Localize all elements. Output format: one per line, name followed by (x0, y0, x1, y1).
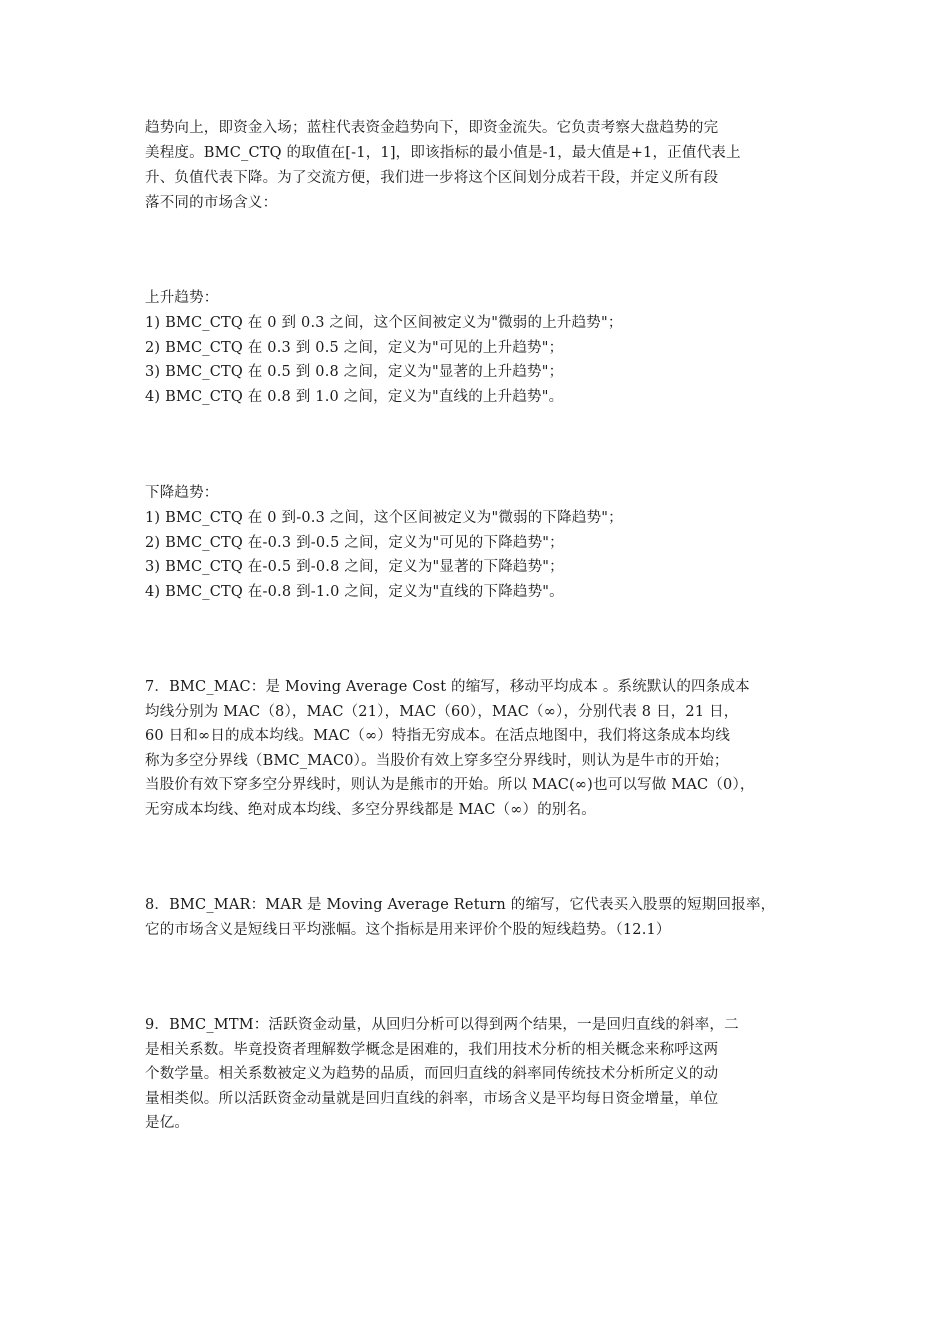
downtrend-item: 4) BMC_CTQ 在-0.8 到-1.0 之间，定义为"直线的下降趋势"。 (145, 584, 564, 600)
mar-line: 它的市场含义是短线日平均涨幅。这个指标是用来评价个股的短线趋势。（12.1） (145, 922, 671, 938)
mtm-line: 是相关系数。毕竟投资者理解数学概念是困难的，我们用技术分析的相关概念来称呼这两 (145, 1042, 719, 1058)
uptrend-item: 4) BMC_CTQ 在 0.8 到 1.0 之间，定义为"直线的上升趋势"。 (145, 389, 564, 405)
mtm-line: 9．BMC_MTM：活跃资金动量，从回归分析可以得到两个结果，一是回归直线的斜率，二 (145, 1017, 739, 1033)
intro-line: 趋势向上，即资金入场；蓝柱代表资金趋势向下，即资金流失。它负责考察大盘趋势的完 (145, 120, 719, 136)
uptrend-item: 2) BMC_CTQ 在 0.3 到 0.5 之间，定义为"可见的上升趋势"； (145, 340, 564, 356)
uptrend-item: 1) BMC_CTQ 在 0 到 0.3 之间，这个区间被定义为"微弱的上升趋势"； (145, 315, 623, 331)
mtm-line: 是亿。 (145, 1115, 190, 1131)
mar-line: 8．BMC_MAR：MAR 是 Moving Average Return 的缩写，它代表买入股票的短期回报率， (145, 897, 776, 913)
mac-line: 无穷成本均线、绝对成本均线、多空分界线都是 MAC（∞）的别名。 (145, 802, 596, 818)
mac-line: 7．BMC_MAC：是 Moving Average Cost 的缩写，移动平均成本 。系统默认的四条成本 (145, 679, 750, 695)
mtm-line: 量相类似。所以活跃资金动量就是回归直线的斜率，市场含义是平均每日资金增量，单位 (145, 1091, 719, 1107)
mtm-line: 个数学量。相关系数被定义为趋势的品质，而回归直线的斜率同传统技术分析所定义的动 (145, 1066, 719, 1082)
mac-line: 均线分别为 MAC（8），MAC（21），MAC（60），MAC（∞），分别代表 8 日，21 日， (145, 704, 739, 720)
uptrend-item: 3) BMC_CTQ 在 0.5 到 0.8 之间，定义为"显著的上升趋势"； (145, 364, 564, 380)
uptrend-heading: 上升趋势： (145, 290, 219, 306)
mac-line: 当股价有效下穿多空分界线时，则认为是熊市的开始。所以 MAC(∞)也可以写做 MAC（0）， (145, 777, 755, 793)
downtrend-item: 3) BMC_CTQ 在-0.5 到-0.8 之间，定义为"显著的下降趋势"； (145, 559, 564, 575)
downtrend-item: 2) BMC_CTQ 在-0.3 到-0.5 之间，定义为"可见的下降趋势"； (145, 535, 564, 551)
mac-line: 称为多空分界线（BMC_MAC0）。当股价有效上穿多空分界线时，则认为是牛市的开始； (145, 753, 729, 769)
downtrend-heading: 下降趋势： (145, 485, 219, 501)
intro-line: 美程度。BMC_CTQ 的取值在[-1，1]，即该指标的最小值是-1，最大值是+1，正值代表上 (145, 145, 741, 161)
downtrend-item: 1) BMC_CTQ 在 0 到-0.3 之间，这个区间被定义为"微弱的下降趋势"； (145, 510, 623, 526)
intro-line: 落不同的市场含义： (145, 195, 278, 211)
mac-line: 60 日和∞日的成本均线。MAC（∞）特指无穷成本。在活点地图中，我们将这条成本均线 (145, 728, 731, 744)
intro-line: 升、负值代表下降。为了交流方便，我们进一步将这个区间划分成若干段，并定义所有段 (145, 170, 719, 186)
